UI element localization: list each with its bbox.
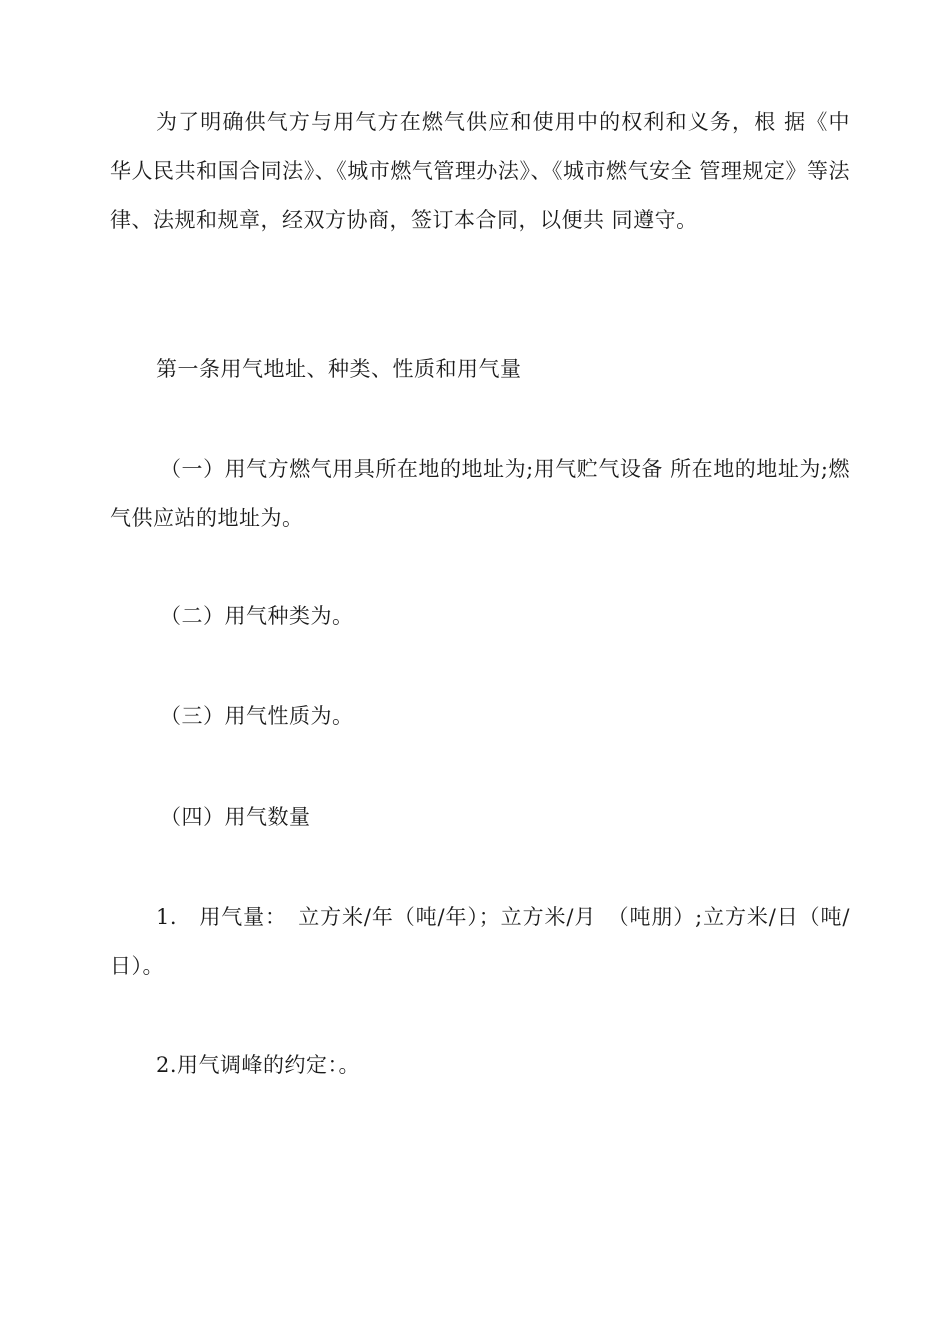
item-1-gas-volume: 1. 用气量： 立方米/年（吨/年）；立方米/月 （吨朋）;立方米/日（吨/日）。 (110, 905, 850, 978)
clause-1-address: （一）用气方燃气用具所在地的地址为;用气贮气设备 所在地的地址为;燃气供应站的地址为。 (110, 457, 850, 530)
intro-paragraph: 为了明确供气方与用气方在燃气供应和使用中的权利和义务，根 据《中华人民共和国合同法》、《城市燃气管理办法》、《城市燃气安全 管理规定》等法律、法规和规章，经双方协商，签订本合同，以便共 同遵守。 (110, 110, 850, 232)
clause-3-gas-nature: （三）用气性质为。 (160, 704, 354, 728)
article-one-heading: 第一条用气地址、种类、性质和用气量 (156, 357, 522, 381)
clause-4-gas-quantity: （四）用气数量 (160, 805, 311, 829)
clause-2-gas-type: （二）用气种类为。 (160, 604, 354, 628)
item-2-peak-shaving: 2.用气调峰的约定：。 (156, 1053, 361, 1077)
